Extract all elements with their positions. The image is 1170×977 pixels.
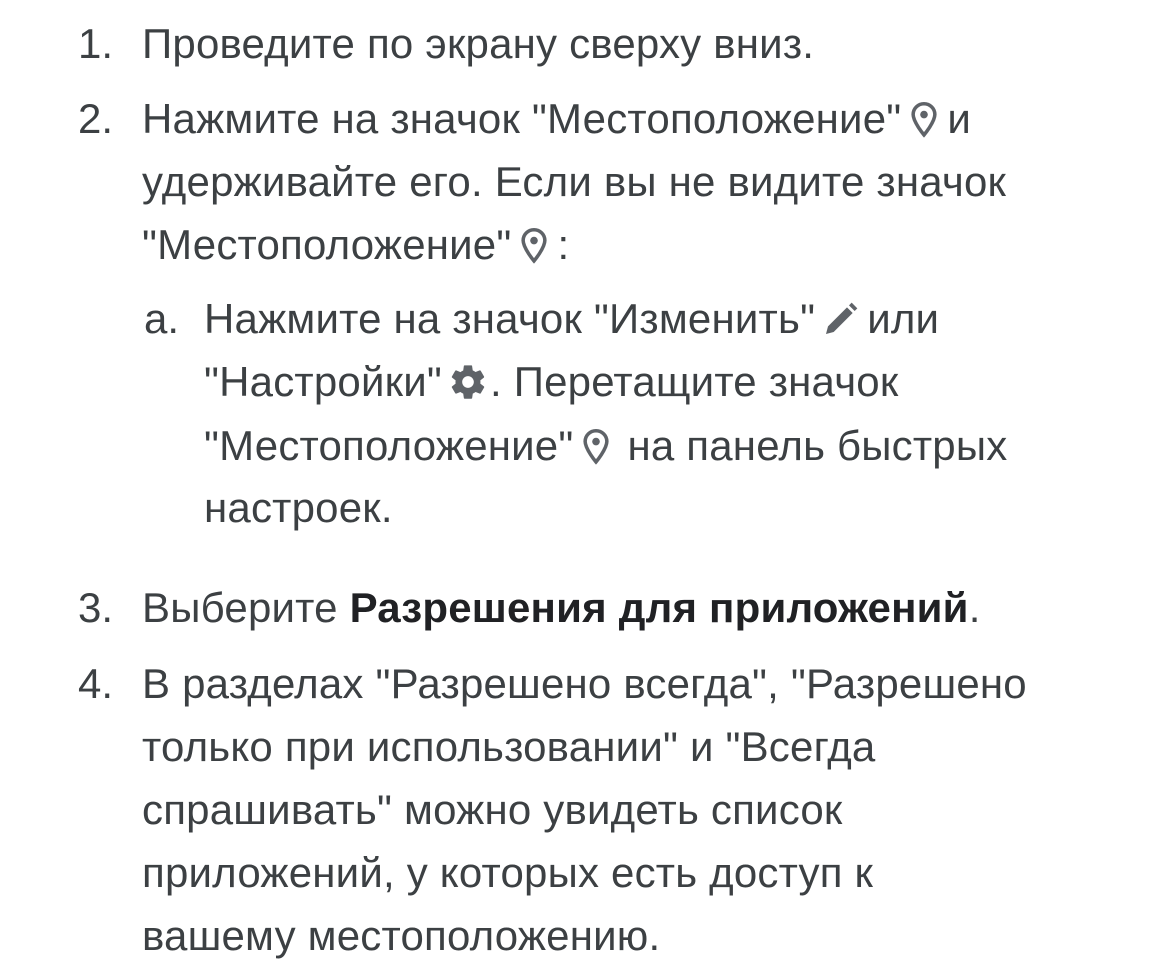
step-4-line-1: В разделах "Разрешено всегда", "Разрешено [142,660,1027,707]
step-2-line-3-text-a: "Местоположение" [142,221,512,268]
step-4-line-3: спрашивать" можно увидеть список [142,786,843,833]
gear-icon [448,362,488,402]
substep-a-line-3-text-a: "Местоположение" [204,422,574,469]
substep-a-line-1 [204,293,939,345]
step-2-line-1 [142,93,971,145]
substep-a-line-2 [204,356,898,408]
step-4-line-4: приложений, у которых есть доступ к [142,849,874,896]
step-4-line-2: только при использовании" и "Всегда [142,723,876,770]
step-4-line-5: вашему местоположению. [142,912,661,959]
app-permissions-label: Разрешения для приложений [349,584,969,631]
step-2-line-2: удерживайте его. Если вы не видите значок [142,158,1007,205]
pencil-icon [821,299,861,339]
substep-a-text-b: или [867,295,940,342]
step-3-text-b: . [968,584,981,631]
substep-letter-a: a. [144,295,180,342]
step-number-1: 1. [78,20,114,67]
substep-a-line-4: настроек. [204,484,393,531]
step-3-text [142,582,981,634]
substep-a-line-3-text-b: на панель быстрых [627,422,1008,469]
step-number-2: 2. [78,95,114,142]
step-2-text-a: Нажмите на значок "Местоположение" [142,95,902,142]
location-pin-icon [579,428,613,466]
step-2-line-3-text-b: : [557,221,570,268]
location-pin-icon [517,227,551,265]
step-3-text-a: Выберите [142,584,350,631]
substep-a-line-2-text-b: . Перетащите значок [489,358,899,405]
step-number-3: 3. [78,584,114,631]
substep-a-text-a: Нажмите на значок "Изменить" [204,295,816,342]
step-1-text: Проведите по экрану сверху вниз. [142,20,815,67]
substep-a-line-3 [204,420,1007,472]
step-2-line-3 [142,219,569,271]
step-2-text-b: и [947,95,972,142]
substep-a-line-2-text-a: "Настройки" [204,358,442,405]
location-pin-icon [907,101,941,139]
step-number-4: 4. [78,660,114,707]
